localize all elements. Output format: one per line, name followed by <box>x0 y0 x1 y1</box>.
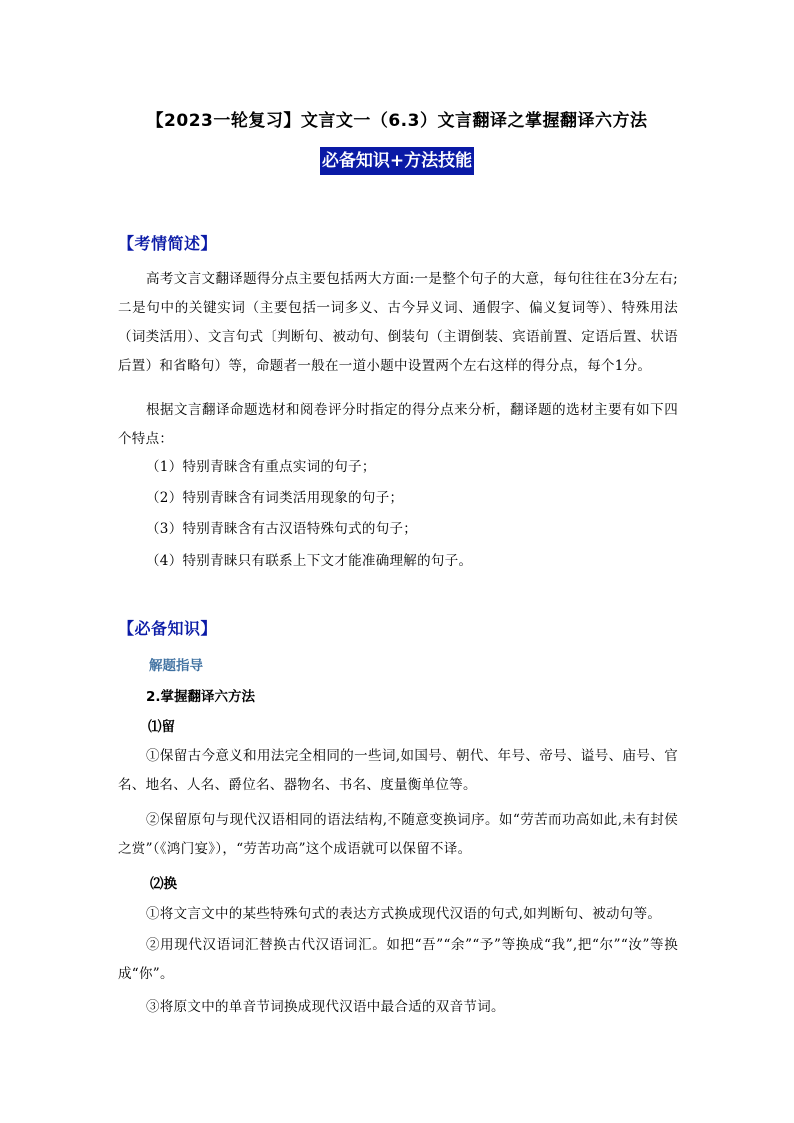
subtitle-wrap <box>0 147 794 175</box>
huan-paragraph-2: ②用现代汉语词汇替换古代汉语词汇。如把“吾”“余”“予”等换成“我”,把“尔”“汝”等换成“你”。 <box>118 937 678 982</box>
huan-paragraph-1: ①将文言文中的某些特殊句式的表达方式换成现代汉语的句式,如判断句、被动句等。 <box>146 906 662 922</box>
overview-paragraph-1: 高考文言文翻译题得分点主要包括两大方面:一是整个句子的大意，每句往往在3分左右;二是句中的关键实词（主要包括一词多义、古今异义词、通假字、偏义复词等）、特殊用法（词类活用）、文言句式〔判断句、被动句、倒装句（主谓倒装、宾语前置、定语后置、状语后置）和省略句）等，命题者一般在一道小题中设置两个左右这样的得分点，每个1分。 <box>118 271 678 374</box>
feature-item-4: （4）特别青睐只有联系上下文才能准确理解的句子。 <box>146 553 473 569</box>
feature-item-3: （3）特别青睐含有古汉语特殊句式的句子； <box>146 521 418 537</box>
feature-item-2: （2）特别青睐含有词类活用现象的句子； <box>146 490 404 506</box>
liu-paragraph-1: ①保留古今意义和用法完全相同的一些词,如国号、朝代、年号、帝号、谥号、庙号、官名、地名、人名、爵位名、器物名、书名、度量衡单位等。 <box>118 748 678 793</box>
section-heading-essential-knowledge: 【必备知识】 <box>118 619 218 638</box>
method-huan-label: ⑵换 <box>150 876 177 892</box>
overview-paragraph-2: 根据文言翻译命题选材和阅卷评分时指定的得分点来分析，翻译题的选材主要有如下四个特点： <box>118 402 678 447</box>
feature-item-1: （1）特别青睐含有重点实词的句子； <box>146 459 376 475</box>
document-subtitle: 必备知识+方法技能 <box>320 147 474 175</box>
guide-heading: 解题指导 <box>149 658 203 674</box>
liu-paragraph-2: ②保留原句与现代汉语相同的语法结构,不随意变换词序。如“劳苦而功高如此,未有封侯之赏”（《鸿门宴》），“劳苦功高”这个成语就可以保留不译。 <box>118 812 678 857</box>
huan-paragraph-3: ③将原文中的单音节词换成现代汉语中最合适的双音节词。 <box>146 999 505 1015</box>
method-title: 2.掌握翻译六方法 <box>146 689 256 705</box>
method-liu-label: ⑴留 <box>148 719 175 735</box>
document-title: 【2023一轮复习】文言文一（6.3）文言翻译之掌握翻译六方法 <box>146 111 648 131</box>
section-heading-exam-overview: 【考情简述】 <box>118 234 218 253</box>
